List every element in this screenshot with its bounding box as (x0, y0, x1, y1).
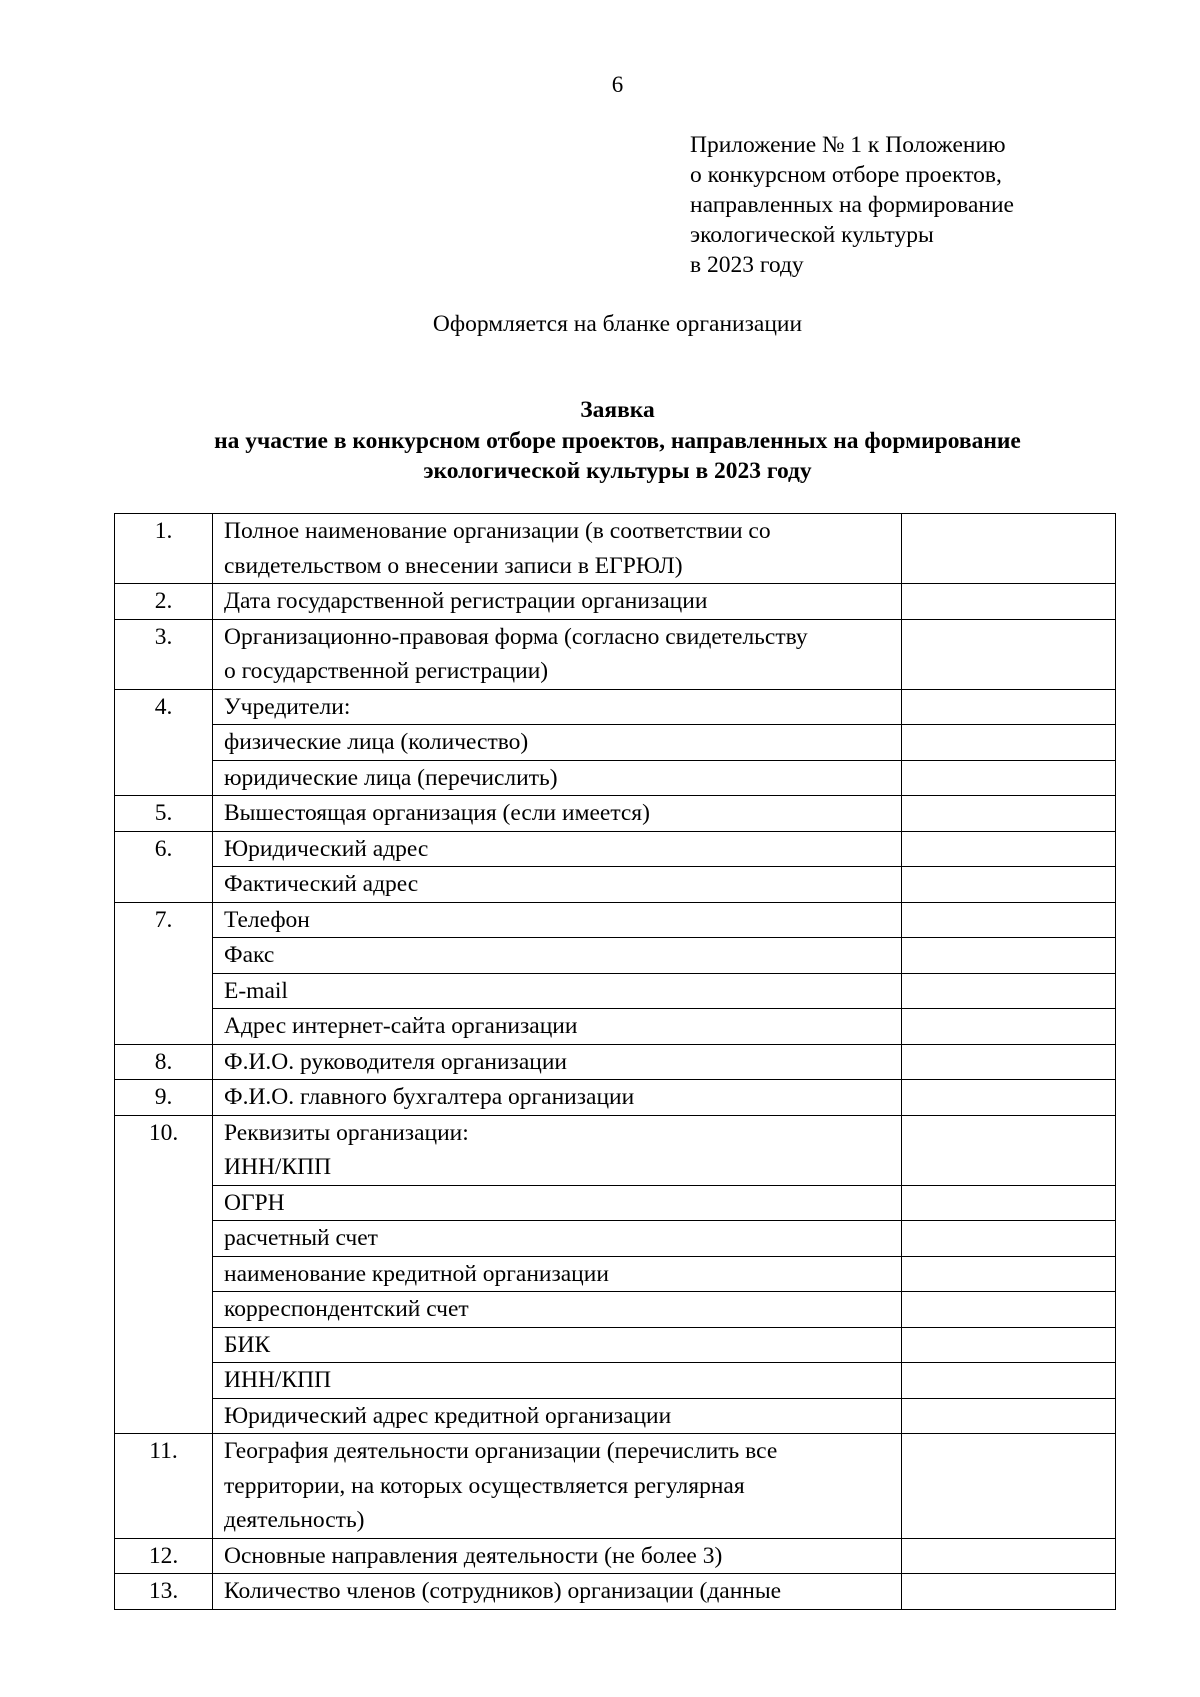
table-row (115, 973, 1116, 1009)
annex-line: Приложение № 1 к Положению (690, 132, 1006, 158)
field-description (213, 1363, 902, 1399)
field-value-cell[interactable] (902, 1009, 1116, 1045)
field-description (213, 1185, 902, 1221)
field-value-cell[interactable] (902, 689, 1116, 725)
row-number (115, 725, 213, 761)
field-description-line: юридические лица (перечислить) (224, 764, 558, 791)
field-description-line: физические лица (количество) (224, 729, 529, 755)
field-description (213, 1044, 902, 1080)
field-description-line: территории, на которых осуществляется регулярная (224, 1472, 745, 1499)
field-description (213, 1398, 902, 1434)
field-description-line: Факс (224, 942, 275, 968)
row-number (115, 1398, 213, 1434)
annex-line: направленных на формирование (690, 192, 1014, 218)
title-line: Заявка (580, 397, 655, 423)
field-value-cell[interactable] (902, 1398, 1116, 1434)
field-description (213, 938, 902, 974)
table-row (115, 689, 1116, 725)
field-description (213, 831, 902, 867)
field-description-line: Юридический адрес (224, 835, 429, 862)
row-number: 4. (115, 689, 213, 725)
table-row (115, 1363, 1116, 1399)
field-description (213, 1434, 902, 1539)
field-value-cell[interactable] (902, 1574, 1116, 1610)
application-form-table (114, 513, 1116, 1610)
table-row (115, 725, 1116, 761)
table-row (115, 1009, 1116, 1045)
row-number: 2. (115, 584, 213, 620)
row-number (115, 938, 213, 974)
field-description-line: Количество членов (сотрудников) организации (данные (224, 1578, 782, 1604)
annex-reference (690, 130, 1014, 280)
field-value-cell[interactable] (902, 1256, 1116, 1292)
table-row (115, 1538, 1116, 1574)
table-row (115, 1434, 1116, 1539)
annex-line: в 2023 году (690, 252, 804, 278)
table-row (115, 1327, 1116, 1363)
row-number: 7. (115, 902, 213, 938)
table-row (115, 1115, 1116, 1185)
field-value-cell[interactable] (902, 1292, 1116, 1328)
row-number: 10. (115, 1115, 213, 1185)
field-value-cell[interactable] (902, 725, 1116, 761)
field-value-cell[interactable] (902, 1538, 1116, 1574)
row-number (115, 973, 213, 1009)
field-description (213, 1256, 902, 1292)
table-row (115, 1080, 1116, 1116)
row-number (115, 1292, 213, 1328)
row-number (115, 1363, 213, 1399)
row-number (115, 1221, 213, 1257)
field-description-line: свидетельством о внесении записи в ЕГРЮЛ) (224, 552, 683, 579)
field-description-line: Ф.И.О. руководителя организации (224, 1048, 567, 1075)
field-description-line: Вышестоящая организация (если имеется) (224, 800, 650, 826)
table-row (115, 867, 1116, 903)
field-description-line: наименование кредитной организации (224, 1260, 609, 1287)
table-row (115, 796, 1116, 832)
field-value-cell[interactable] (902, 1080, 1116, 1116)
row-number: 13. (115, 1574, 213, 1610)
table-row (115, 902, 1116, 938)
field-description (213, 796, 902, 832)
field-description-line: Реквизиты организации: (224, 1119, 469, 1146)
field-description-line: корреспондентский счет (224, 1296, 469, 1322)
row-number: 12. (115, 1538, 213, 1574)
form-body (115, 514, 1116, 1610)
field-description (213, 760, 902, 796)
field-value-cell[interactable] (902, 1434, 1116, 1539)
field-value-cell[interactable] (902, 831, 1116, 867)
row-number (115, 1185, 213, 1221)
table-row (115, 514, 1116, 584)
field-description-line: Учредители: (224, 693, 351, 720)
field-description (213, 902, 902, 938)
row-number (115, 1327, 213, 1363)
field-description (213, 1327, 902, 1363)
table-row (115, 619, 1116, 689)
field-description (213, 1221, 902, 1257)
table-row (115, 584, 1116, 620)
field-description-line: Дата государственной регистрации организации (224, 588, 708, 614)
row-number: 9. (115, 1080, 213, 1116)
field-value-cell[interactable] (902, 1044, 1116, 1080)
annex-line: экологической культуры (690, 222, 934, 248)
row-number: 3. (115, 619, 213, 689)
row-number (115, 1256, 213, 1292)
field-description-line: деятельность) (224, 1507, 365, 1533)
row-number: 11. (115, 1434, 213, 1539)
field-description-line: Полное наименование организации (в соответствии со (224, 518, 771, 544)
table-row (115, 831, 1116, 867)
table-row (115, 1398, 1116, 1434)
table-row (115, 1185, 1116, 1221)
field-value-cell[interactable] (902, 938, 1116, 974)
field-value-cell[interactable] (902, 796, 1116, 832)
field-description-line: расчетный счет (224, 1225, 378, 1251)
table-row (115, 1292, 1116, 1328)
field-description (213, 1009, 902, 1045)
field-value-cell[interactable] (902, 1221, 1116, 1257)
row-number (115, 1009, 213, 1045)
field-description (213, 1080, 902, 1116)
field-description-line: География деятельности организации (перечислить все (224, 1438, 778, 1464)
field-value-cell[interactable] (902, 867, 1116, 903)
field-description (213, 973, 902, 1009)
field-description (213, 1538, 902, 1574)
title-line: экологической культуры в 2023 году (423, 458, 812, 484)
annex-line: о конкурсном отборе проектов, (690, 162, 1002, 188)
field-description (213, 1115, 902, 1185)
field-description-line: Фактический адрес (224, 871, 419, 897)
field-description (213, 689, 902, 725)
document-title (0, 395, 1200, 487)
field-description-line: Юридический адрес кредитной организации (224, 1402, 672, 1429)
field-description (213, 1574, 902, 1610)
field-description-line: Основные направления деятельности (не более 3) (224, 1542, 723, 1569)
row-number (115, 867, 213, 903)
field-description (213, 867, 902, 903)
field-description (213, 1292, 902, 1328)
field-value-cell[interactable] (902, 1327, 1116, 1363)
field-value-cell[interactable] (902, 760, 1116, 796)
field-description-line: Организационно-правовая форма (согласно свидетельству (224, 623, 808, 650)
field-value-cell[interactable] (902, 902, 1116, 938)
field-description-line: Телефон (224, 906, 310, 933)
field-value-cell[interactable] (902, 514, 1116, 584)
field-value-cell[interactable] (902, 973, 1116, 1009)
page-number: 6 (611, 72, 624, 97)
row-number: 1. (115, 514, 213, 584)
field-value-cell[interactable] (902, 1115, 1116, 1185)
field-description (213, 514, 902, 584)
field-description-line: Ф.И.О. главного бухгалтера организации (224, 1084, 635, 1110)
field-description (213, 584, 902, 620)
field-value-cell[interactable] (902, 1185, 1116, 1221)
field-value-cell[interactable] (902, 619, 1116, 689)
row-number (115, 760, 213, 796)
table-row (115, 1044, 1116, 1080)
field-description-line: БИК (224, 1331, 271, 1358)
table-row (115, 1574, 1116, 1610)
field-description-line: ОГРН (224, 1189, 285, 1216)
field-description-line: ИНН/КПП (224, 1367, 332, 1393)
row-number: 5. (115, 796, 213, 832)
table-row (115, 1221, 1116, 1257)
field-description (213, 725, 902, 761)
field-description-line: Адрес интернет-сайта организации (224, 1013, 578, 1039)
field-description (213, 619, 902, 689)
field-description-line: о государственной регистрации) (224, 658, 549, 684)
title-line: на участие в конкурсном отборе проектов, направленных на формирование (214, 427, 1021, 454)
field-description-line: ИНН/КПП (224, 1154, 332, 1180)
field-description-line: E-mail (224, 977, 288, 1004)
table-row (115, 1256, 1116, 1292)
field-value-cell[interactable] (902, 1363, 1116, 1399)
row-number: 8. (115, 1044, 213, 1080)
table-row (115, 938, 1116, 974)
table-row (115, 760, 1116, 796)
row-number: 6. (115, 831, 213, 867)
field-value-cell[interactable] (902, 584, 1116, 620)
letterhead-note: Оформляется на бланке организации (432, 311, 803, 337)
